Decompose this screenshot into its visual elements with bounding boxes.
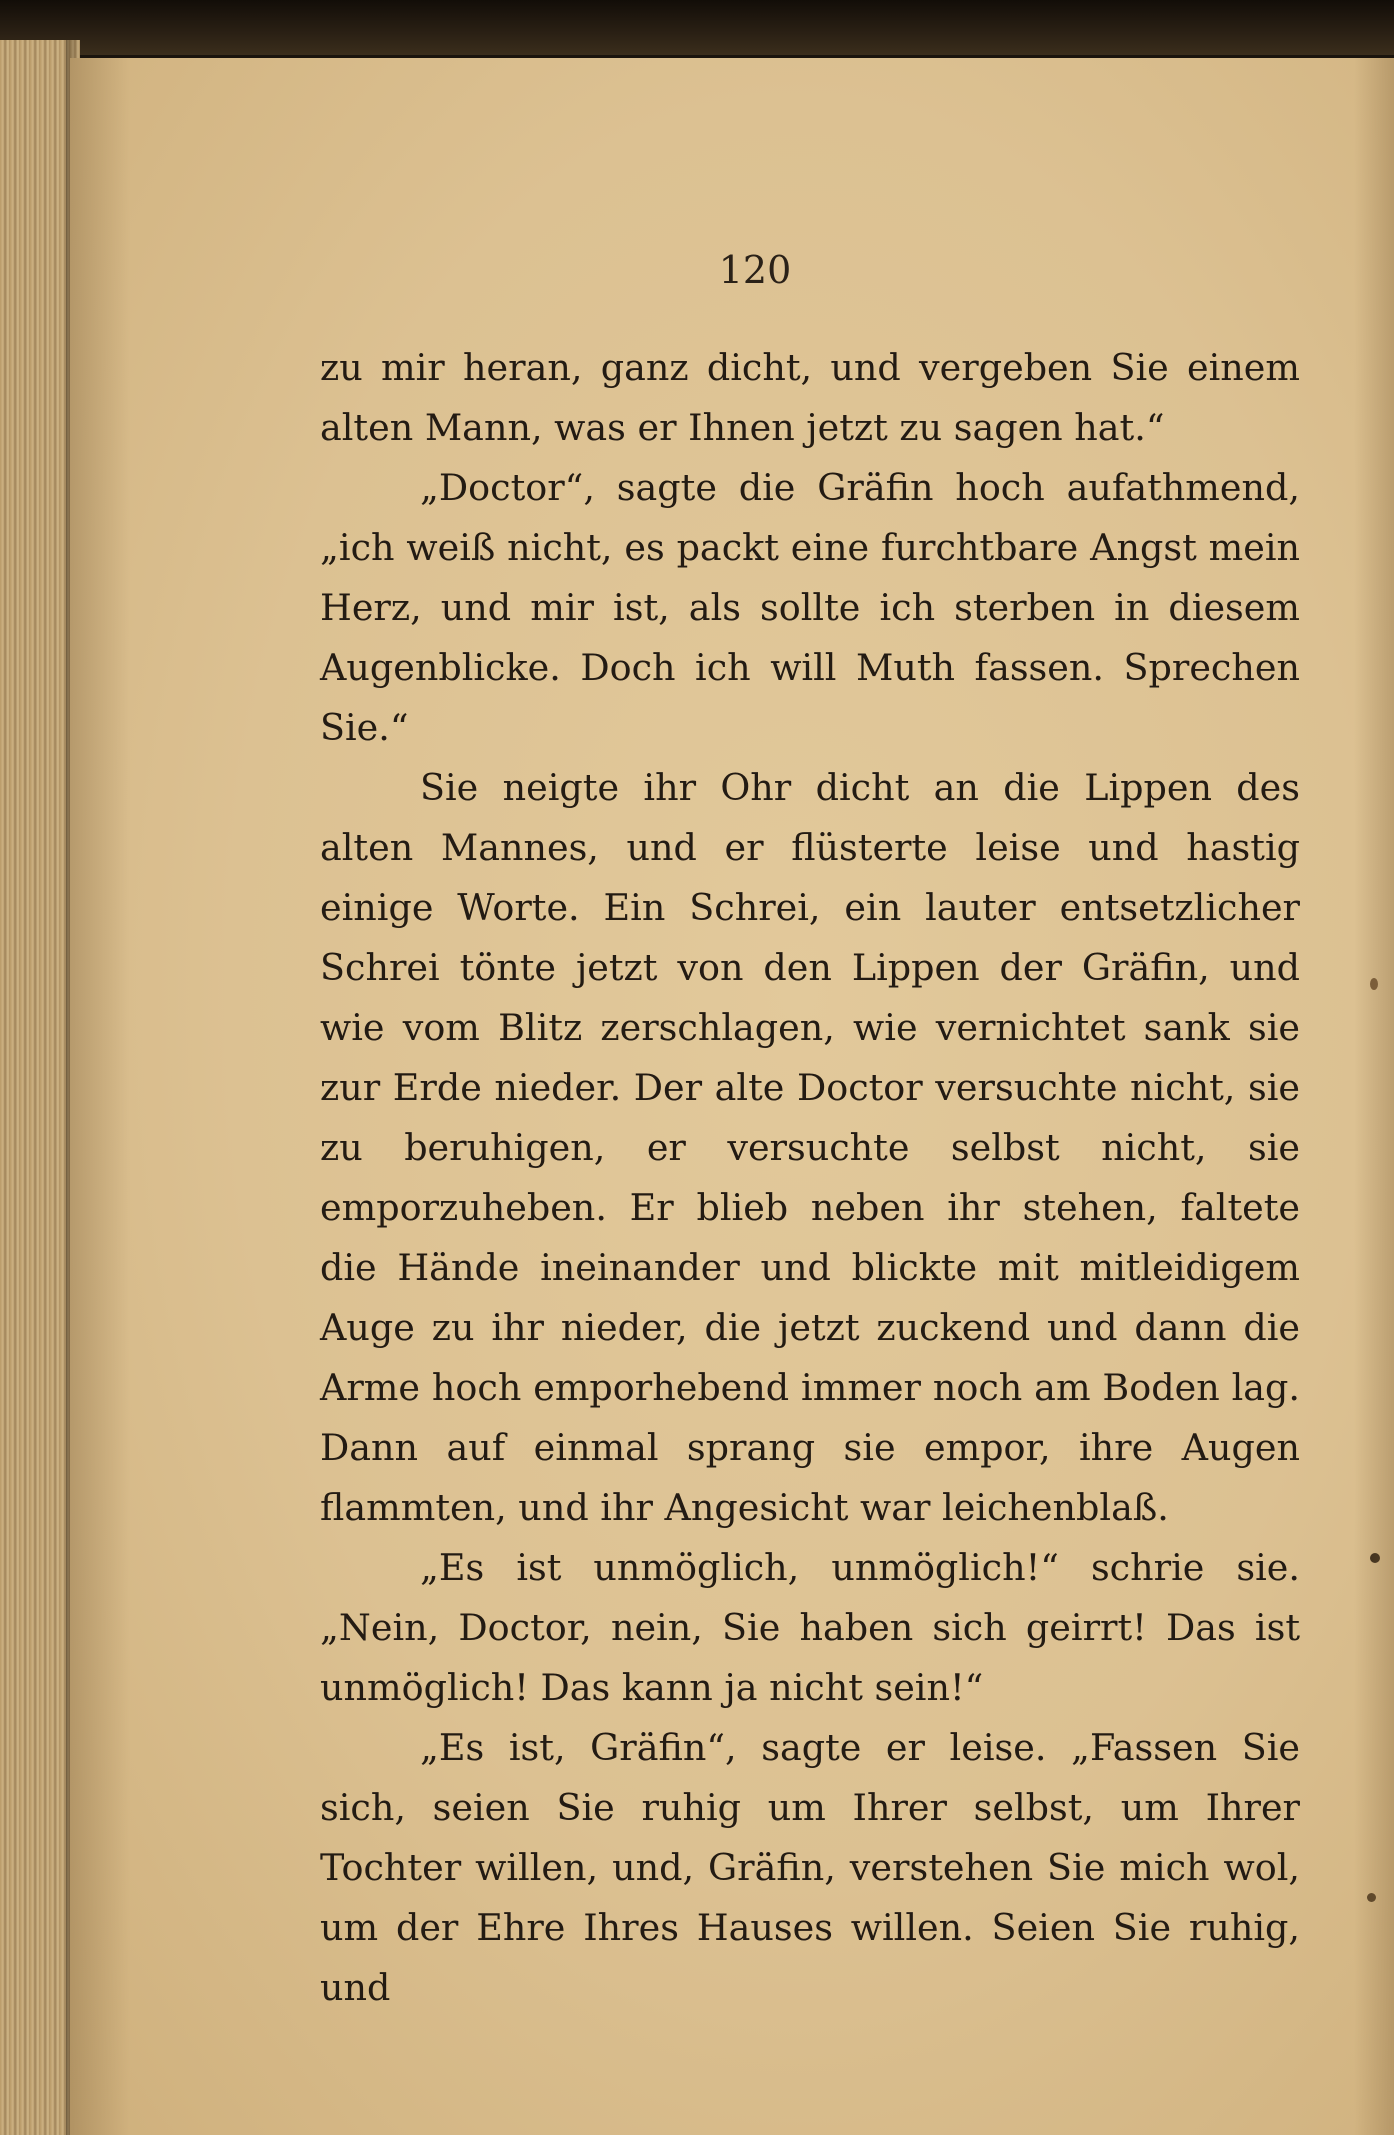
paragraph: „Es ist unmöglich, unmöglich!“ schrie sie. „Nein, Doctor, nein, Sie haben sich geirrt! Das ist unmöglich! Das kann ja nicht sein!“ [320, 1546, 1300, 1709]
body-text [320, 338, 1300, 2018]
ink-spot [1370, 1553, 1380, 1563]
paragraph: „Es ist, Gräfin“, sagte er leise. „Fassen Sie sich, seien Sie ruhig um Ihrer selbst, um Ihrer Tochter willen, und, Gräfin, verstehen Sie mich wol, um der Ehre Ihres Hauses willen. Seien Sie ruhig, und [320, 1726, 1300, 2009]
paragraph: zu mir heran, ganz dicht, und vergeben Sie einem alten Mann, was er Ihnen jetzt zu sagen hat.“ [320, 346, 1300, 449]
book-binding-shadow [0, 0, 1394, 55]
paragraph: „Doctor“, sagte die Gräfin hoch aufathmend, „ich weiß nicht, es packt eine furchtbare Angst mein Herz, und mir ist, als sollte ich sterben in diesem Augenblicke. Doch ich will Muth fassen. Sprechen Sie.“ [320, 466, 1300, 749]
page-number: 120 [718, 248, 792, 292]
ink-spot [1370, 978, 1378, 990]
ink-spot [1367, 1893, 1376, 1902]
paragraph: Sie neigte ihr Ohr dicht an die Lippen des alten Mannes, und er flüsterte leise und hastig einige Worte. Ein Schrei, ein lauter entsetzlicher Schrei tönte jetzt von den Lippen der Gräfin, und wie vom Blitz zerschlagen, wie vernichtet sank sie zur Erde nieder. Der alte Doctor versuchte nicht, sie zu beruhigen, er versuchte selbst nicht, sie emporzuheben. Er blieb neben ihr stehen, faltete die Hände ineinander und blickte mit mitleidigem Auge zu ihr nieder, die jetzt zuckend und dann die Arme hoch emporhebend immer noch am Boden lag. Dann auf einmal sprang sie empor, ihre Augen flammten, und ihr Angesicht war leichenblaß. [320, 766, 1300, 1529]
page-edges [0, 40, 80, 2135]
book-page [70, 58, 1394, 2135]
